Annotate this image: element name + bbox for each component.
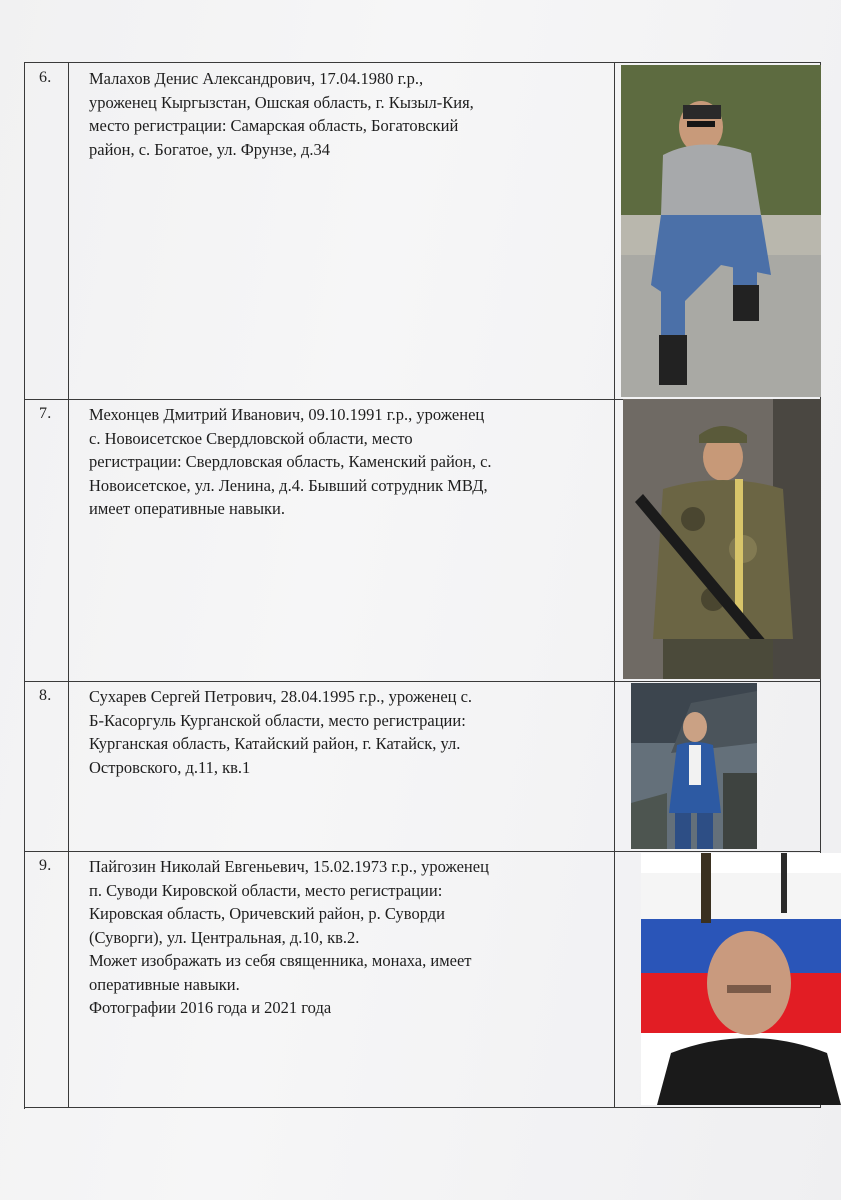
table-row [25, 63, 821, 400]
person-photo [621, 65, 821, 397]
row-number: 7. [39, 405, 52, 422]
table-row [25, 851, 821, 1108]
person-photo [623, 399, 821, 679]
row-number: 9. [39, 857, 52, 874]
person-description: Малахов Денис Александрович, 17.04.1980 г.р., уроженец Кыргызстан, Ошская область, г. Кызыл-Кия, место регистрации: Самарская область, Богатовский район, с. Богатое, ул. Фрунзе, д.34 [89, 69, 474, 159]
row-number: 6. [39, 69, 52, 86]
table-row [25, 399, 821, 682]
person-photo [631, 683, 757, 849]
person-description: Мехонцев Дмитрий Иванович, 09.10.1991 г.р., уроженец с. Новоисетское Свердловской области, место регистрации: Свердловская область, Каменский район, с. Новоисетское, ул. Ленина, д.4. Бывший сотрудник МВД, имеет оперативные навыки. [89, 405, 492, 518]
persons-table [24, 62, 821, 1109]
person-description: Сухарев Сергей Петрович, 28.04.1995 г.р., уроженец с. Б-Касоргуль Курганской области, место регистрации: Курганская область, Катайский район, г. Катайск, ул. Островского, д.11, кв.1 [89, 687, 473, 777]
table-row [25, 681, 821, 852]
row-number: 8. [39, 687, 52, 704]
person-description: Пайгозин Николай Евгеньевич, 15.02.1973 г.р., уроженец п. Суводи Кировской области, место регистрации: Кировская область, Оричевский район, р. Суворди (Суворги), ул. Центральная, д.10, кв.2. Может изображать из себя священника, монаха, имеет оперативные навыки. Фотографии 2016 года и 2021 года [89, 857, 489, 1017]
person-photo [641, 853, 841, 1105]
